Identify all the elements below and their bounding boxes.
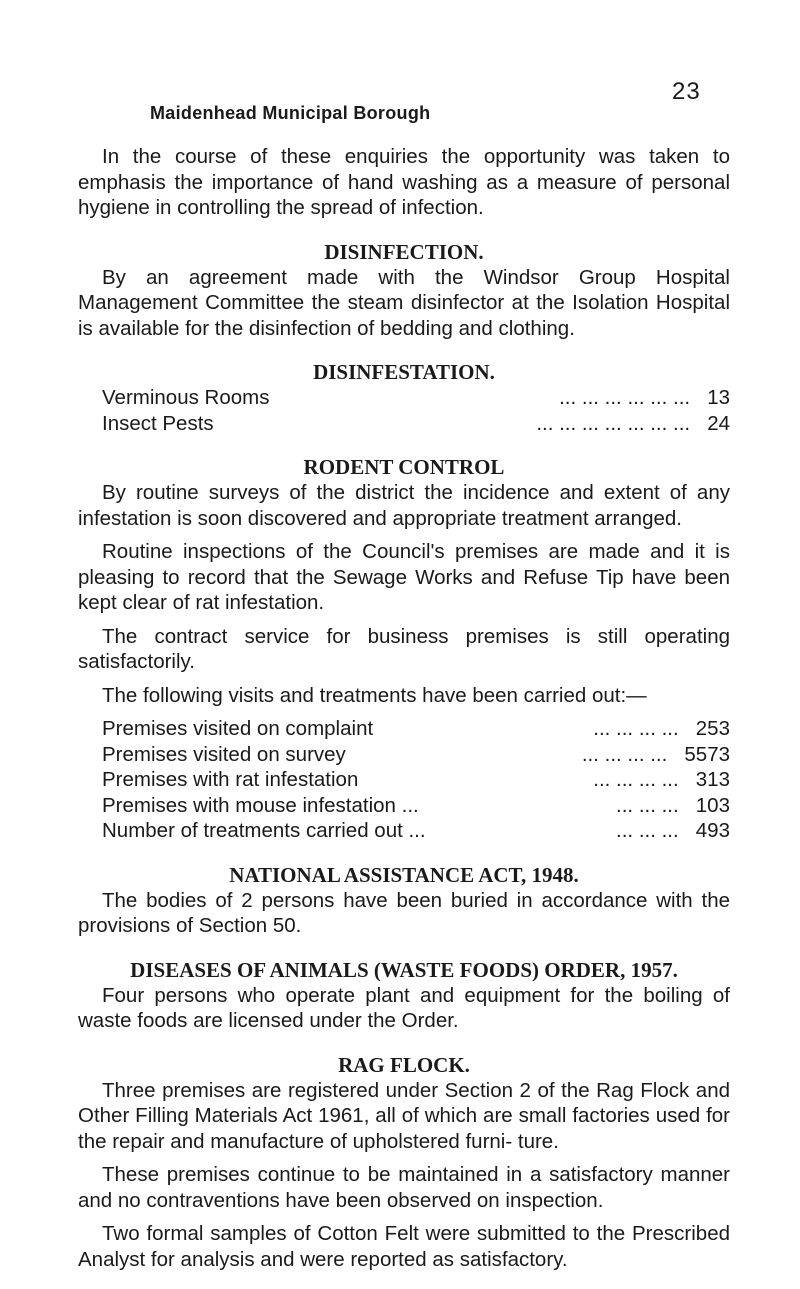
- diseases-of-animals-heading: DISEASES OF ANIMALS (WASTE FOODS) ORDER, 1957.: [130, 957, 678, 982]
- row-value: 24: [707, 411, 730, 435]
- disinfection-heading: DISINFECTION.: [324, 239, 484, 264]
- row-leader: ... ... ...: [616, 793, 679, 817]
- table-row: [102, 385, 730, 411]
- row-label: Premises with mouse infestation ...: [102, 793, 419, 817]
- table-row: [102, 767, 730, 793]
- row-value: 313: [695, 768, 730, 791]
- row-leader: ... ... ... ... ... ... ...: [536, 411, 691, 435]
- rodent-control-heading: RODENT CONTROL: [303, 455, 505, 479]
- table-row: [102, 411, 730, 437]
- page-number: 23: [672, 78, 701, 105]
- row-label: Number of treatments carried out ...: [102, 819, 426, 842]
- rag-flock-paragraph: Two formal samples of Cotton Felt were submitted to the Prescribed Analyst for analysis and were reported as satisfactory.: [78, 1222, 730, 1271]
- row-leader: ... ... ... ...: [581, 742, 668, 766]
- intro-paragraph: In the course of these enquiries the opportunity was taken to emphasis the importance of hand washing as a measure of personal hygiene in controlling the spread of infection.: [78, 145, 730, 219]
- row-label: Insect Pests: [102, 411, 214, 435]
- rodent-paragraph: Routine inspections of the Council's premises are made and it is pleasing to record that the Sewage Works and Refuse Tip have been kept clear of rat infestation.: [78, 540, 730, 614]
- disinfection-text: By an agreement made with the Windsor Group Hospital Management Committee the steam disinfector at the Isolation Hospital is available for the disinfection of bedding and clothing.: [78, 265, 730, 340]
- table-row: [102, 793, 730, 819]
- table-row: [102, 742, 730, 768]
- row-value: 5573: [684, 742, 730, 766]
- row-label: Premises with rat infestation: [102, 768, 359, 791]
- row-label: Premises visited on survey: [102, 742, 346, 766]
- row-value: 253: [695, 717, 730, 740]
- disinfestation-heading: DISINFESTATION.: [313, 360, 495, 384]
- diseases-of-animals-text: Four persons who operate plant and equipment for the boiling of waste foods are licensed under the Order.: [78, 983, 730, 1032]
- table-row: [102, 818, 730, 844]
- row-label: Verminous Rooms: [102, 386, 270, 409]
- rodent-paragraph: By routine surveys of the district the incidence and extent of any infestation is soon discovered and appropriate treatment arranged.: [78, 481, 730, 530]
- rag-flock-paragraph: Three premises are registered under Section 2 of the Rag Flock and Other Filling Materials Act 1961, all of which are small factories used for the repair and manufacture of upholstered furni- ture.: [78, 1078, 730, 1153]
- row-leader: ... ... ... ...: [593, 717, 679, 740]
- rag-flock-paragraph: These premises continue to be maintained in a satisfactory manner and no contraventions have been observed on inspection.: [78, 1163, 730, 1212]
- row-value: 103: [695, 793, 730, 817]
- rodent-paragraph: The following visits and treatments have been carried out:—: [102, 683, 647, 707]
- page-body: [78, 144, 730, 1272]
- row-label: Premises visited on complaint: [102, 717, 374, 740]
- row-leader: ... ... ...: [616, 819, 679, 842]
- rag-flock-heading: RAG FLOCK.: [338, 1052, 470, 1077]
- row-leader: ... ... ... ...: [593, 768, 679, 791]
- row-leader: ... ... ... ... ... ...: [559, 386, 691, 409]
- table-row: [102, 716, 730, 742]
- disinfestation-table: [78, 385, 730, 436]
- row-value: 493: [695, 819, 730, 842]
- national-assistance-text: The bodies of 2 persons have been buried in accordance with the provisions of Section 50.: [78, 888, 730, 937]
- row-value: 13: [707, 386, 730, 409]
- running-head: Maidenhead Municipal Borough: [150, 103, 431, 123]
- rodent-paragraph: The contract service for business premises is still operating satisfactorily.: [78, 624, 730, 673]
- rodent-table: [78, 716, 730, 844]
- national-assistance-heading: NATIONAL ASSISTANCE ACT, 1948.: [229, 862, 579, 887]
